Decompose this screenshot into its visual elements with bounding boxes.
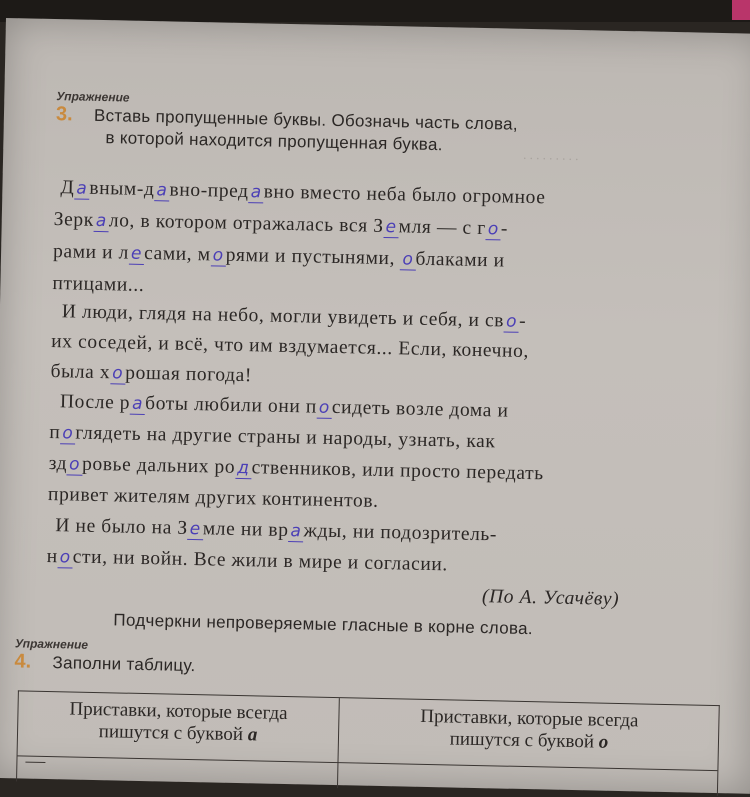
text-line [53,241,505,272]
printed-text: После р [59,391,131,414]
handwritten-letter: о [486,219,501,240]
text-line [60,391,509,422]
column-o-header-line1: Приставки, которые всегда [420,705,639,732]
task-underline-vowels: Подчеркни непроверяемые гласные в корне слова. [113,610,534,639]
column-a-header [18,691,339,748]
handwritten-letter: о [400,249,415,270]
printed-text: мля — с г [398,216,487,240]
text-line [49,422,496,453]
printed-text: сидеть возле дома и [331,396,509,422]
printed-text: сами, м [143,242,211,266]
printed-text: блаками и [415,248,505,272]
printed-text: рами и л [52,241,130,264]
printed-text: вно вместо неба было огромное [263,181,546,209]
exercise-3-instruction-2: в которой находится пропущенная буква. [105,128,443,155]
printed-text: рошая погода! [125,362,253,387]
handwritten-letter: о [58,547,73,568]
handwritten-letter: о [60,423,75,444]
printed-text: И не было на З [55,515,189,539]
text-line [51,331,529,363]
printed-text: рями и пустынями, [225,244,401,270]
entry-line [25,762,45,763]
printed-text: глядеть на другие страны и народы, узнать, как [75,422,496,453]
printed-text: птицами... [52,273,145,296]
column-a-header-line2: пишутся с буквой а [98,721,258,746]
text-line [48,484,379,513]
text-line [46,546,448,576]
handwritten-letter: е [383,217,398,238]
handwritten-letter: а [130,394,145,415]
pink-object [732,0,750,20]
printed-text: боты любили они п [144,393,318,418]
handwritten-letter: о [110,363,125,384]
printed-text: ровье дальних ро [81,453,236,478]
printed-text: - [518,310,527,332]
handwritten-letter: а [94,211,109,232]
column-o-header-line2: пишутся с буквой о [449,728,609,753]
printed-text: Д [60,177,75,199]
printed-text: ственников, или просто передать [251,457,544,485]
handwritten-letter: е [129,244,144,265]
handwritten-letter: о [67,454,82,475]
printed-text: вным-д [89,177,155,201]
author-credit: (По А. Усачёву) [481,586,620,610]
text-line [60,177,545,209]
show-through-text: . . . . . . . . . [523,146,579,164]
exercise-3-instruction-1: Вставь пропущенные буквы. Обозначь часть слова, [93,105,519,134]
column-o-header [340,698,719,756]
text-line [50,361,252,387]
printed-text: - [500,218,509,240]
printed-text: вно-пред [169,179,249,203]
printed-text: жды, ни подозритель- [303,520,498,546]
background-top [0,0,750,22]
text-line [55,515,497,546]
handwritten-letter: е [188,519,203,540]
exercise-3-label: Упражнение [56,89,130,105]
printed-text: сти, ни войн. Все жили в мире и согласии. [72,546,449,576]
column-a-header-line1: Приставки, которые всегда [69,698,288,725]
printed-text: ло, в котором отражалась вся З [108,210,384,237]
exercise-4-number: 4. [14,650,32,673]
text-line [48,453,544,485]
table-column-o [339,698,719,796]
table-column-a [17,691,340,788]
printed-text: была х [50,361,111,384]
printed-text: н [46,545,58,568]
exercise-4-instruction: Заполни таблицу. [52,653,196,676]
handwritten-letter: а [154,180,169,201]
text-line [62,301,527,333]
handwritten-letter: а [288,521,303,542]
textbook-page [0,18,750,794]
text-line [54,209,509,241]
fill-in-table [16,690,720,796]
printed-text: привет жителям других континентов. [47,483,379,512]
printed-text: Зерк [53,209,95,231]
printed-text: И люди, глядя на небо, могли увидеть и себя, и св [61,301,505,332]
printed-text: зд [48,452,68,475]
handwritten-letter: а [248,182,263,203]
handwritten-letter: а [74,178,89,199]
printed-text: мле ни вр [202,518,289,542]
exercise-3-number: 3. [55,103,73,126]
text-line [52,273,144,297]
handwritten-letter: о [210,245,225,266]
handwritten-letter: д [235,458,252,479]
handwritten-letter: о [504,311,519,332]
printed-text: их соседей, и всё, что им вздумается... Если, конечно, [51,331,530,363]
printed-text: п [49,422,61,444]
exercise-4-label: Упражнение [14,636,89,652]
handwritten-letter: о [317,398,332,419]
